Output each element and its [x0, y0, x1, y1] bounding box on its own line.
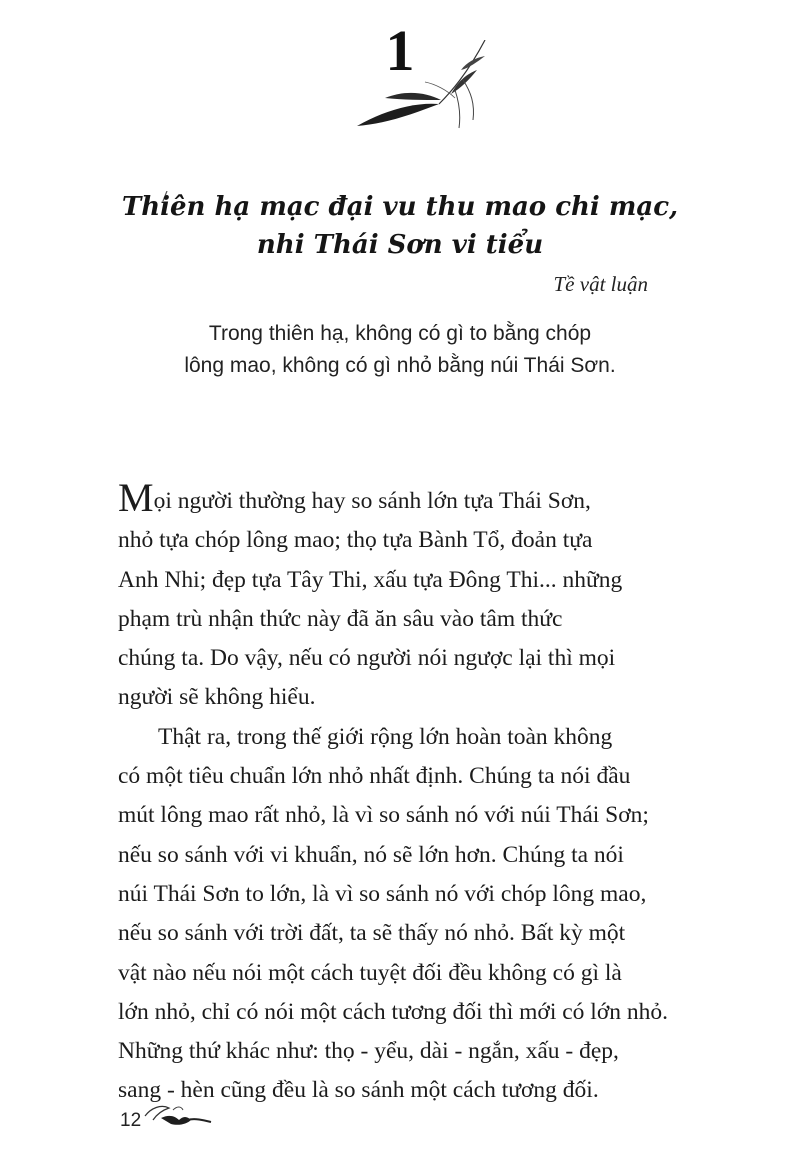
paragraph-1	[118, 475, 696, 718]
paragraph-line: núi Thái Sơn to lớn, là vì so sánh nó với chóp lông mao,	[118, 880, 647, 907]
paragraph-line: phạm trù nhận thức này đã ăn sâu vào tâm thức	[118, 605, 563, 632]
paragraph-line: Anh Nhi; đẹp tựa Tây Thi, xấu tựa Đông Thi... những	[118, 566, 623, 593]
paragraph-line: nếu so sánh với trời đất, ta sẽ thấy nó nhỏ. Bất kỳ một	[118, 920, 626, 947]
paragraph-2	[118, 718, 696, 1111]
source-citation: Tề vật luận	[553, 272, 648, 296]
paragraph-line: Những thứ khác như: thọ - yểu, dài - ngắn, xấu - đẹp,	[118, 1038, 619, 1065]
paragraph-line: có một tiêu chuẩn lớn nhỏ nhất định. Chúng ta nói đầu	[118, 763, 631, 790]
body-text	[118, 475, 696, 1111]
paragraph-line: người sẽ không hiểu.	[118, 684, 316, 711]
ink-brush-icon	[143, 1098, 213, 1128]
paragraph-line: sang - hèn cũng đều là so sánh một cách tương đối.	[118, 1077, 599, 1104]
paragraph-line	[118, 475, 696, 521]
chapter-title	[0, 188, 800, 264]
translation-line-2: lông mao, không có gì nhỏ bằng núi Thái Sơn.	[184, 354, 616, 377]
paragraph-line-text: ọi người thường hay so sánh lớn tựa Thái Sơn,	[153, 488, 591, 514]
paragraph-line: chúng ta. Do vậy, nếu có người nói ngược lại thì mọi	[118, 645, 616, 672]
translation	[0, 318, 800, 382]
bamboo-leaf-icon	[355, 40, 495, 140]
paragraph-line: nhỏ tựa chóp lông mao; thọ tựa Bành Tổ, đoản tựa	[118, 527, 593, 554]
page-number: 12	[120, 1110, 142, 1131]
paragraph-line: mút lông mao rất nhỏ, là vì so sánh nó với núi Thái Sơn;	[118, 802, 649, 829]
drop-cap: M	[118, 475, 154, 520]
title-line-1: Thiên hạ mạc đại vu thu mao chi mạc,	[121, 192, 679, 222]
title-line-2: nhi Thái Sơn vi tiểu	[256, 230, 544, 260]
translation-line-1: Trong thiên hạ, không có gì to bằng chóp	[208, 322, 592, 345]
paragraph-line: nếu so sánh với vi khuẩn, nó sẽ lớn hơn. Chúng ta nói	[118, 841, 624, 868]
chapter-number: 1	[385, 18, 415, 83]
paragraph-line: vật nào nếu nói một cách tuyệt đối đều không có gì là	[118, 959, 622, 986]
paragraph-line: lớn nhỏ, chỉ có nói một cách tương đối thì mới có lớn nhỏ.	[118, 998, 669, 1025]
paragraph-line: Thật ra, trong thế giới rộng lớn hoàn toàn không	[158, 723, 613, 750]
